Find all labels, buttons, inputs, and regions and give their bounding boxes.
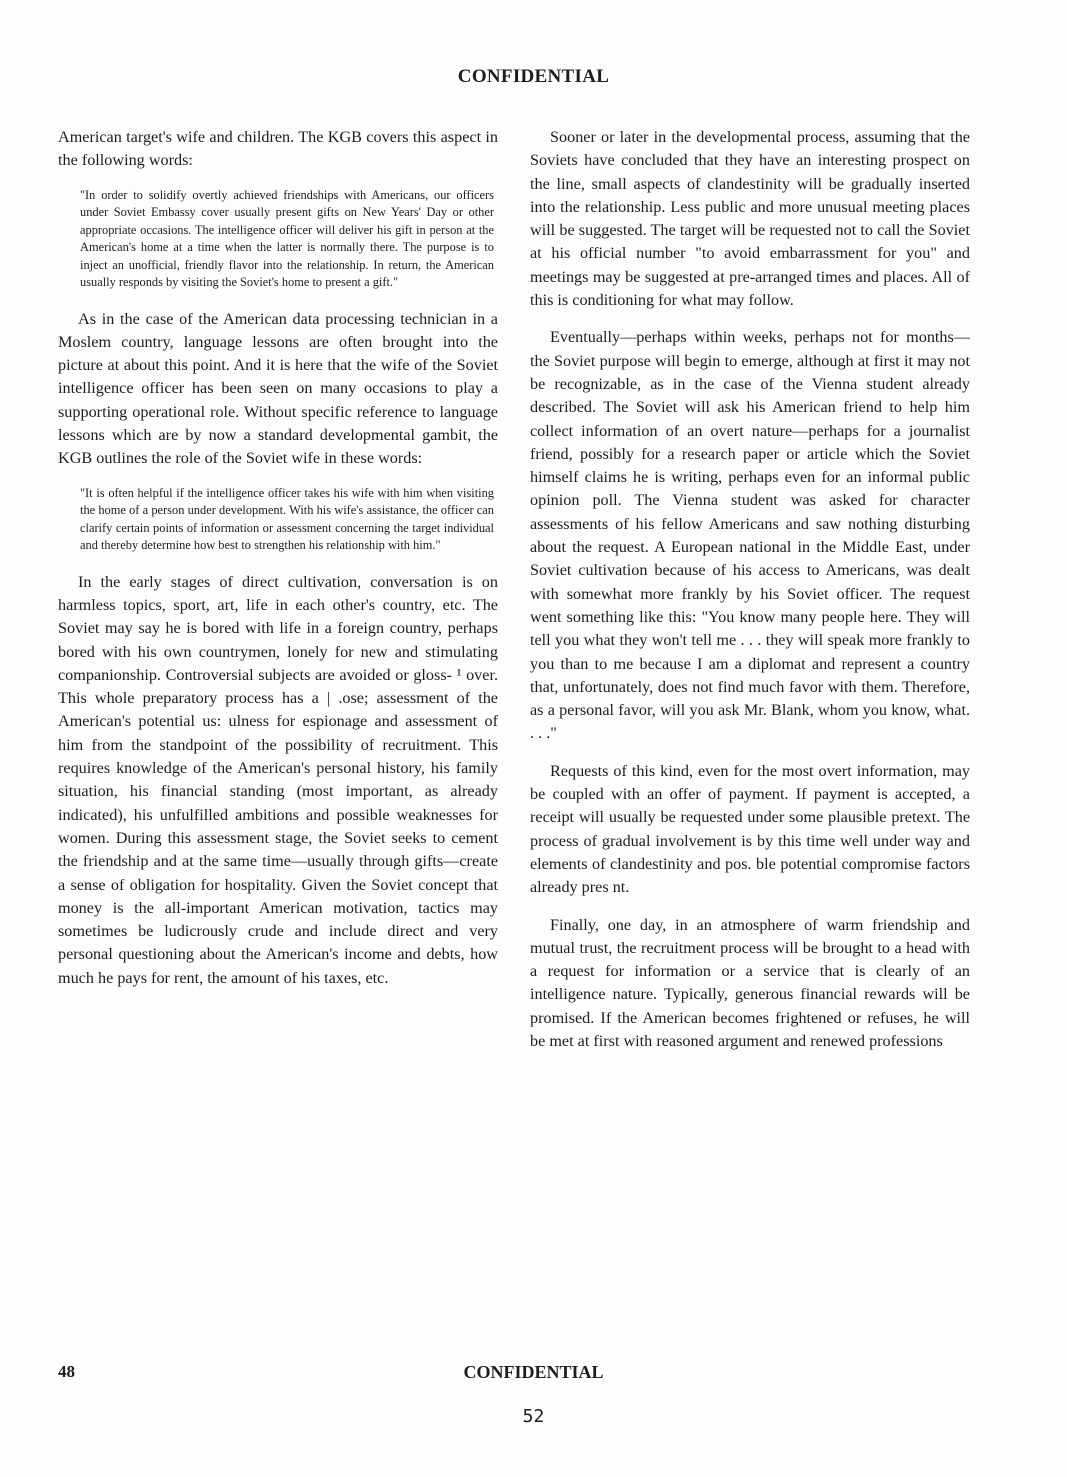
footer-classification: CONFIDENTIAL [463,1362,604,1382]
block-quote: "It is often helpful if the intelligence officer takes his wife with him when visiting the home of a person under development. With his wife's assistance, the officer can clarify certain points of information or assessment concerning the target individual and thereby determine how best to strengthen his relationship with him." [80,485,494,553]
right-column [530,126,970,1067]
paragraph: Finally, one day, in an atmosphere of warm friendship and mutual trust, the recruitment process will be brought to a head with a request for information or a service that is clearly of an intelligence nature. Typically, generous financial rewards will be promised. If the American becomes frightened or refuses, he will be met at first with reasoned argument and renewed professions [530,915,970,1050]
header-classification: CONFIDENTIAL [457,66,610,87]
block-quote: "In order to solidify overtly achieved friendships with Americans, our officers under Soviet Embassy cover usually present gifts on New Years' Day or other appropriate occasions. The intelligence officer will deliver his gift in person at the American's home at a time when the latter is normally there. The purpose is to inject an unofficial, friendly flavor into the relationship. In return, the American usually responds by visiting the Soviet's home to present a gift." [80,187,494,290]
paragraph: Requests of this kind, even for the most overt information, may be coupled with an offer of payment. If payment is accepted, a receipt will usually be requested under some plausible pretext. The process of gradual involvement is by this time well under way and elements of clandestinity and pos. ble potential compromise factors already pres nt. [530,761,970,897]
page-number: 48 [58,1362,75,1381]
paragraph: Sooner or later in the developmental process, assuming that the Soviets have concluded that they have an interesting prospect on the line, small aspects of clandestinity will be gradually inserted into the relationship. Less public and more unusual meeting places will be suggested. The target will be requested not to call the Soviet at his official number "to avoid embarrassment for you" and meetings may be suggested at pre-arranged times and places. All of this is conditioning for what may follow. [530,128,970,310]
paragraph: Eventually—perhaps within weeks, perhaps not for months—the Soviet purpose will begin to emerge, although at first it may not be recognizable, as in the case of the Vienna student already described. The Soviet will ask his American friend to help him collect information of an overt nature—perhaps for a journalist friend, possibly for a research paper or article which the Soviet himself claims he is writing, perhaps even for an informal public opinion poll. The Vienna student was asked for character assessments of his fellow Americans and saw nothing disturbing about the request. A European national in the Middle East, under Soviet cultivation because of his access to Americans, was dealt with somewhat more frankly by his Soviet officer. The request went something like this: "You know many people here. They will tell you what they won't tell me . . . they will speak more frankly to you than to me because I am a diplomat and represent a country that, unfortunately, does not find much favor with them. Therefore, as a personal favor, will you ask Mr. Blank, whom you know, what. . . ." [530,328,970,743]
left-column [58,126,498,1004]
paragraph: In the early stages of direct cultivation, conversation is on harmless topics, sport, art, life in each other's country, etc. The Soviet may say he is bored with life in a foreign country, perhaps bored with his own countrymen, lonely for new and stimulating companionship. Controversial subjects are avoided or gloss- ¹ over. This whole preparatory process has a | .ose; assessment of the American's potential us: ulness for espionage and assessment of him from the standpoint of the possibility of recruitment. This requires knowledge of the American's personal history, his family situation, his financial standing (most important, as already indicated), his unfulfilled ambitions and possible weaknesses for women. During this assessment stage, the Soviet seeks to cement the friendship and at the same time—usually through gifts—create a sense of obligation for hospitality. Given the Soviet concept that money is the all-important American motivation, tactics may sometimes be ludicrously crude and include direct and very personal questioning about the American's income and debts, how much he pays for rent, the amount of his taxes, etc. [58,572,498,987]
paragraph: As in the case of the American data processing technician in a Moslem country, language lessons are often brought into the picture at about this point. And it is here that the wife of the Soviet intelligence officer has been seen on many occasions to play a supporting operational role. Without specific reference to language lessons which are by now a standard developmental gambit, the KGB outlines the role of the Soviet wife in these words: [58,309,498,468]
paragraph: American target's wife and children. The KGB covers this aspect in the following words: [58,128,498,170]
sheet-number: 52 [522,1406,545,1427]
